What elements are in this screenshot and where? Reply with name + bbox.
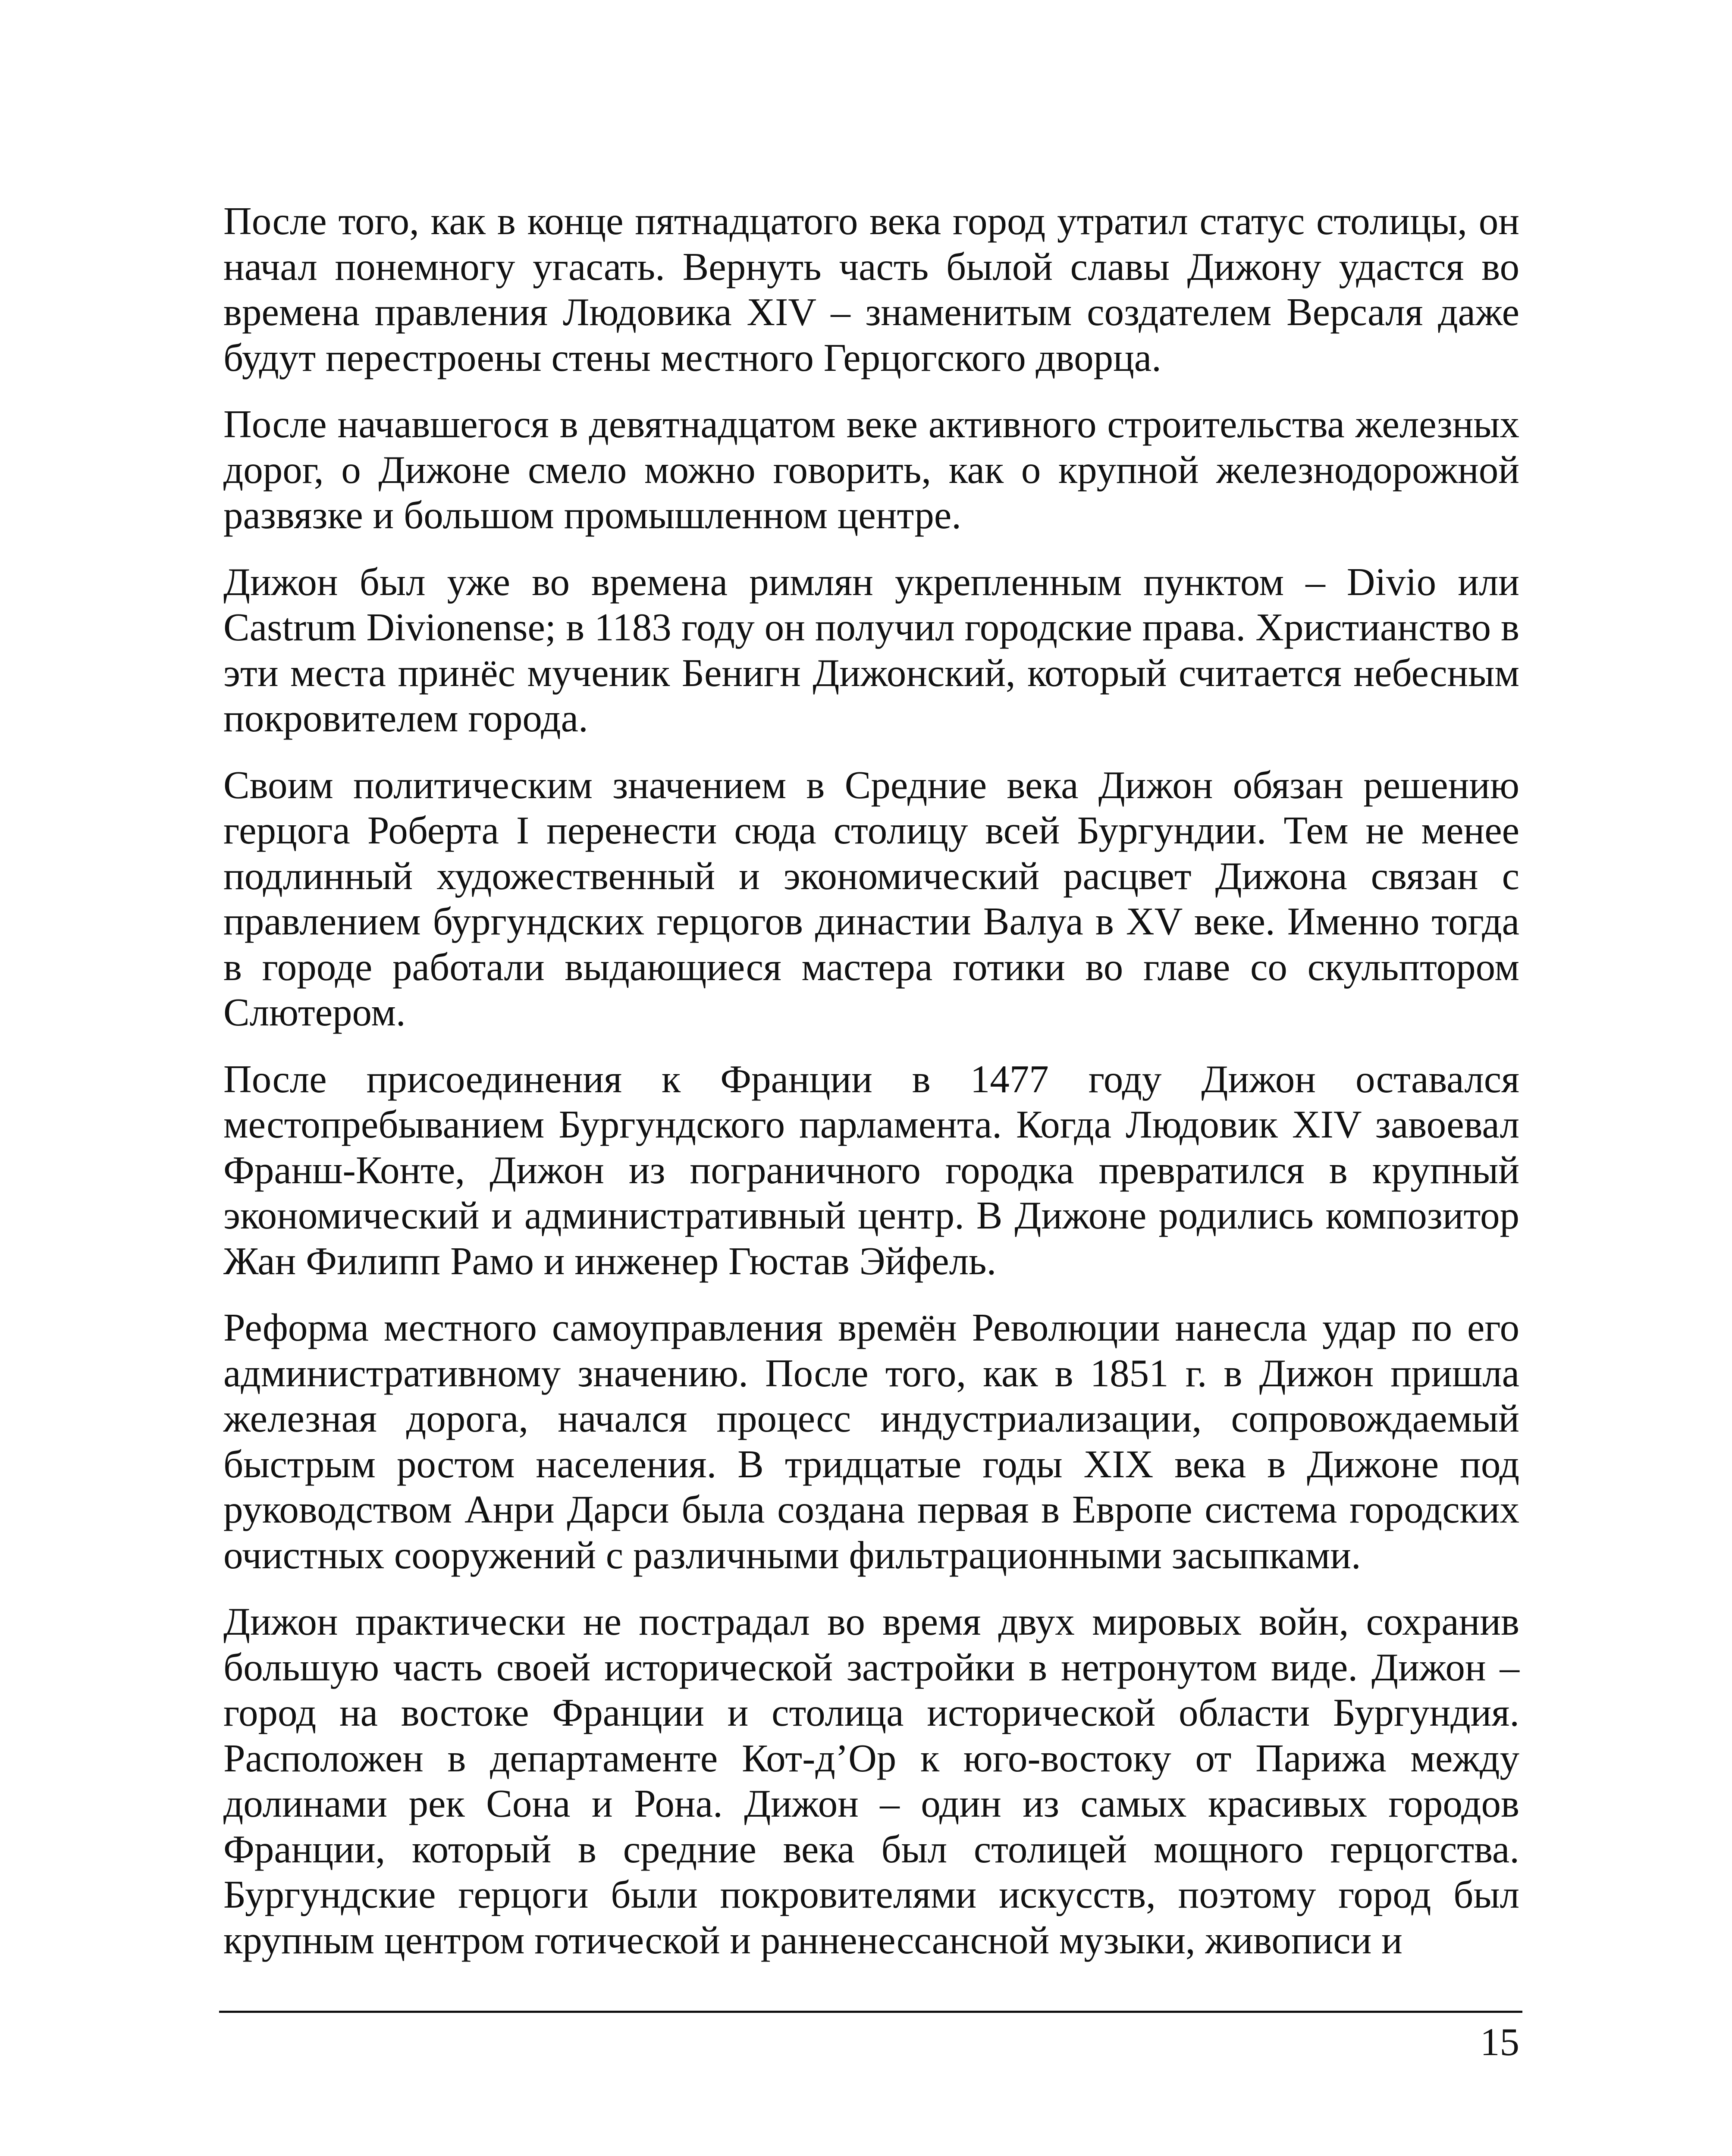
paragraph-1: После того, как в конце пятнадцатого века город утратил статус столицы, он начал понемногу угасать. Вернуть часть былой славы Дижону удастся во времена правления Людовика XIV – знаменитым создателем Версаля даже будут перестроены стены местного Герцогского дворца.: [223, 199, 1519, 379]
paragraph-7: Дижон практически не пострадал во время двух мировых войн, сохранив большую часть своей исторической застройки в нетронутом виде. Дижон – город на востоке Франции и столица исторической области Бургундия. Расположен в департаменте Кот-д’Ор к юго-востоку от Парижа между долинами рек Сона и Рона. Дижон – один из самых красивых городов Франции, который в средние века был столицей мощного герцогства. Бургундские герцоги были покровителями искусств, поэтому город был крупным центром готической и ранненессансной музыки, живописи и: [223, 1600, 1519, 1962]
body-text: [223, 198, 1519, 1984]
paragraph-5: После присоединения к Франции в 1477 году Дижон оставался местопребыванием Бургундского парламента. Когда Людовик XIV завоевал Франш-Конте, Дижон из пограничного городка превратился в крупный экономический и административный центр. В Дижоне родились композитор Жан Филипп Рамо и инженер Гюстав Эйфель.: [223, 1057, 1519, 1283]
paragraph-3: Дижон был уже во времена римлян укрепленным пунктом – Divio или Castrum Divionense; в 1183 году он получил городские права. Христианство в эти места принёс мученик Бенигн Дижонский, который считается небесным покровителем города.: [223, 560, 1519, 740]
footer-divider: [219, 2011, 1522, 2013]
paragraph-2: После начавшегося в девятнадцатом веке активного строительства железных дорог, о Дижоне смело можно говорить, как о крупной железнодорожной развязке и большом промышленном центре.: [223, 402, 1519, 537]
paragraph-4: Своим политическим значением в Средние века Дижон обязан решению герцога Роберта I перенести сюда столицу всей Бургундии. Тем не менее подлинный художественный и экономический расцвет Дижона связан с правлением бургундских герцогов династии Валуа в XV веке. Именно тогда в городе работали выдающиеся мастера готики во главе со скульптором Слютером.: [223, 763, 1519, 1034]
paragraph-6: Реформа местного самоуправления времён Революции нанесла удар по его административному значению. После того, как в 1851 г. в Дижон пришла железная дорога, начался процесс индустриализации, сопровождаемый быстрым ростом населения. В тридцатые годы XIX века в Дижоне под руководством Анри Дарси была создана первая в Европе система городских очистных сооружений с различными фильтрационными засыпками.: [223, 1306, 1519, 1577]
page-number: 15: [1480, 2020, 1519, 2064]
